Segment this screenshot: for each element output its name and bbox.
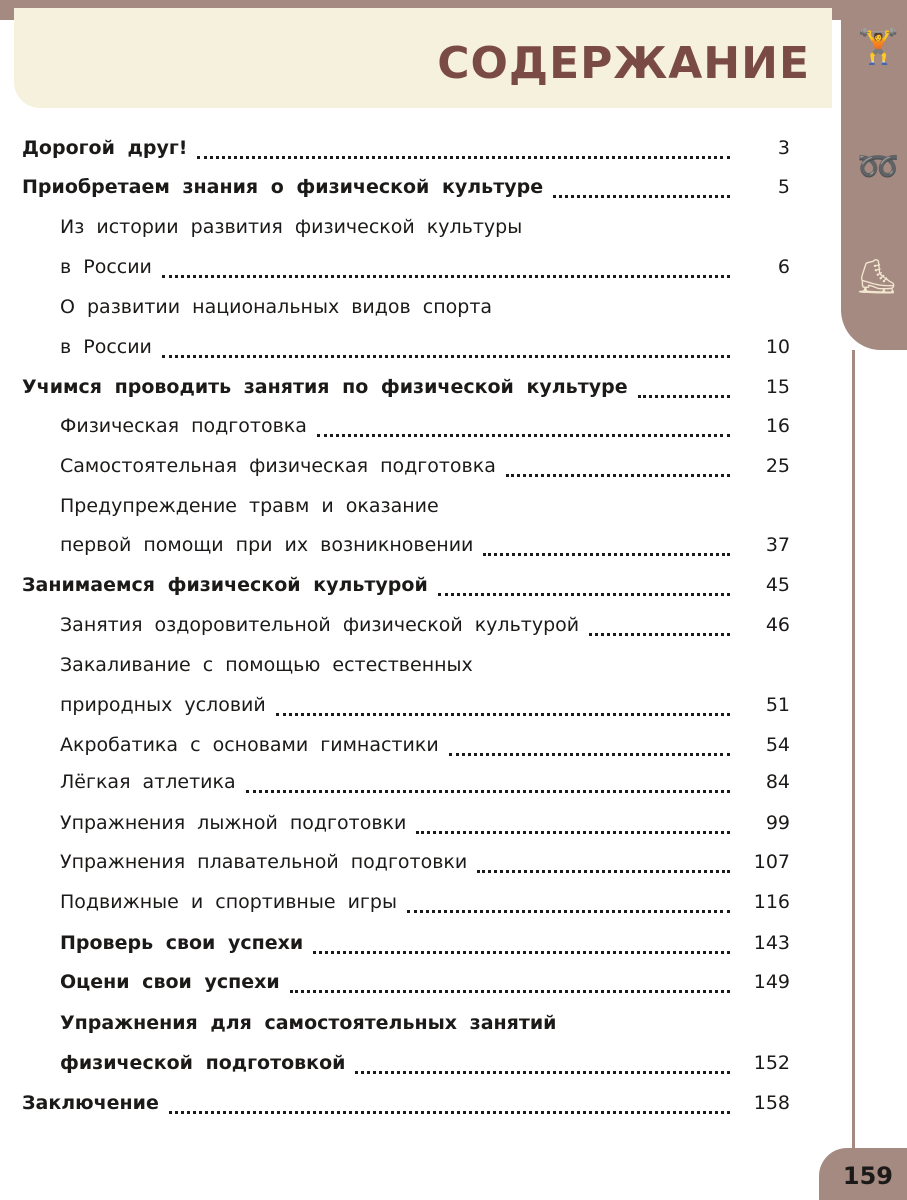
toc-leader-dots — [313, 941, 730, 954]
toc-entry[interactable] — [60, 767, 790, 797]
toc-leader-dots — [197, 146, 730, 159]
toc-leader-dots — [317, 424, 730, 437]
toc-entry-title: Акробатика с основами гимнастики — [60, 734, 439, 756]
toc-leader-dots — [407, 900, 730, 913]
jump-rope-icon: ➿ — [857, 147, 900, 187]
toc-entry-page: 6 — [777, 256, 790, 278]
toc-entry-title: Предупреждение травм и оказание — [60, 495, 439, 517]
toc-leader-dots — [506, 464, 730, 477]
toc-entry-page: 152 — [753, 1052, 790, 1074]
toc-entry-page: 46 — [765, 614, 790, 636]
toc-entry-title: Закаливание с помощью естественных — [60, 654, 473, 676]
toc-entry-page: 107 — [753, 851, 790, 873]
toc-entry[interactable] — [60, 847, 790, 877]
toc-entry-title: Физическая подготовка — [60, 415, 307, 437]
dumbbell-icon: 🏋 — [857, 27, 900, 67]
toc-leader-dots — [246, 780, 730, 793]
toc-entry[interactable] — [60, 690, 790, 720]
toc-entry-title: Из истории развития физической культуры — [60, 216, 523, 238]
toc-entry-page: 51 — [765, 694, 790, 716]
toc-entry-title: физической подготовкой — [60, 1052, 346, 1074]
toc-leader-dots — [162, 345, 730, 358]
toc-leader-dots — [162, 265, 730, 278]
toc-entry[interactable] — [60, 1008, 790, 1038]
toc-leader-dots — [638, 385, 730, 398]
toc-leader-dots — [477, 860, 730, 873]
toc-leader-dots — [589, 623, 730, 636]
toc-entry[interactable] — [60, 1048, 790, 1078]
toc-entry-title: Лёгкая атлетика — [60, 771, 236, 793]
toc-entry[interactable] — [60, 967, 790, 997]
toc-entry-page: 143 — [753, 932, 790, 954]
toc-entry[interactable] — [60, 887, 790, 917]
toc-entry-title: Занимаемся физической культурой — [22, 574, 428, 596]
toc-entry-title: природных условий — [60, 694, 266, 716]
toc-entry[interactable] — [22, 133, 790, 163]
toc-entry-title: в России — [60, 256, 152, 278]
toc-entry-page: 45 — [765, 574, 790, 596]
toc-entry[interactable] — [22, 172, 790, 202]
toc-entry[interactable] — [60, 491, 790, 521]
toc-entry[interactable] — [60, 928, 790, 958]
toc-entry-title: первой помощи при их возникновении — [60, 534, 474, 556]
toc-entry[interactable] — [22, 372, 790, 402]
toc-entry-page: 116 — [753, 891, 790, 913]
toc-entry-title: О развитии национальных видов спорта — [60, 296, 493, 318]
toc-entry[interactable] — [60, 730, 790, 760]
toc-leader-dots — [553, 185, 730, 198]
toc-entry-page: 99 — [765, 812, 790, 834]
toc-entry-page: 84 — [765, 771, 790, 793]
toc-leader-dots — [438, 583, 730, 596]
toc-entry-page: 158 — [753, 1092, 790, 1114]
toc-entry-page: 54 — [765, 734, 790, 756]
toc-entry[interactable] — [60, 252, 790, 282]
toc-entry-page: 10 — [765, 336, 790, 358]
toc-entry[interactable] — [60, 292, 790, 322]
toc-leader-dots — [449, 743, 730, 756]
toc-entry-title: Проверь свои успехи — [60, 932, 304, 954]
toc-entry-page: 37 — [765, 534, 790, 556]
toc-entry-title: в России — [60, 336, 152, 358]
toc-entry[interactable] — [60, 650, 790, 680]
toc-entry-title: Самостоятельная физическая подготовка — [60, 455, 496, 477]
toc-entry[interactable] — [60, 610, 790, 640]
page-number: 159 — [842, 1162, 893, 1190]
toc-entry-title: Упражнения лыжной подготовки — [60, 812, 407, 834]
toc-entry-page: 149 — [753, 971, 790, 993]
toc-entry-page: 5 — [777, 176, 790, 198]
toc-leader-dots — [290, 980, 730, 993]
toc-leader-dots — [169, 1101, 730, 1114]
toc-entry-page: 25 — [765, 455, 790, 477]
page-title: СОДЕРЖАНИЕ — [437, 38, 810, 89]
toc-entry[interactable] — [60, 332, 790, 362]
toc-leader-dots — [483, 543, 730, 556]
page-number-tab — [819, 1148, 907, 1200]
toc-entry[interactable] — [60, 530, 790, 560]
toc-entry-page: 15 — [765, 376, 790, 398]
toc-entry-title: Оцени свои успехи — [60, 971, 280, 993]
toc-entry-page: 3 — [777, 137, 790, 159]
toc-leader-dots — [276, 703, 730, 716]
toc-entry-title: Упражнения для самостоятельных занятий — [60, 1012, 557, 1034]
toc-entry[interactable] — [60, 451, 790, 481]
toc-entry[interactable] — [22, 570, 790, 600]
toc-entry[interactable] — [60, 411, 790, 441]
toc-entry-page: 16 — [765, 415, 790, 437]
toc-entry-title: Занятия оздоровительной физической культурой — [60, 614, 580, 636]
toc-entry-title: Упражнения плавательной подготовки — [60, 851, 468, 873]
ice-skate-icon: ⛸ — [855, 257, 899, 297]
toc-leader-dots — [355, 1061, 730, 1074]
toc-entry-title: Учимся проводить занятия по физической культуре — [22, 376, 628, 398]
toc-entry-title: Дорогой друг! — [22, 137, 188, 159]
toc-entry[interactable] — [60, 808, 790, 838]
toc-leader-dots — [416, 821, 730, 834]
toc-entry-title: Подвижные и спортивные игры — [60, 891, 397, 913]
toc-entry[interactable] — [60, 212, 790, 242]
toc-entry-title: Заключение — [22, 1092, 159, 1114]
toc-entry-title: Приобретаем знания о физической культуре — [22, 176, 544, 198]
toc-entry[interactable] — [22, 1088, 790, 1118]
